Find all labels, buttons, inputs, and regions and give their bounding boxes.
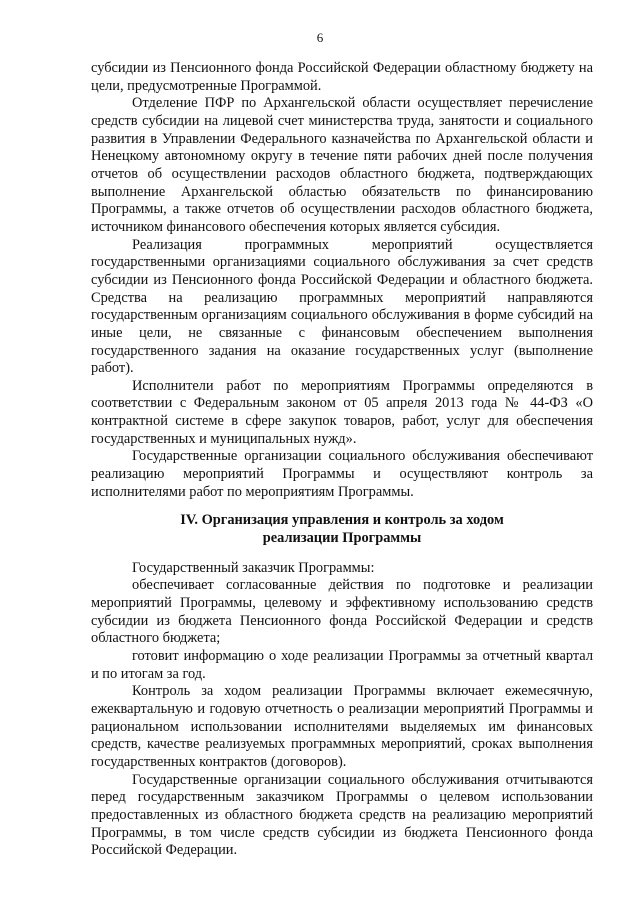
section-heading-line-1: IV. Организация управления и контроль за ходом [180, 512, 504, 529]
paragraph-customer: Государственный заказчик Программы: [132, 559, 375, 576]
paragraph-pfr-transfer: Отделение ПФР по Архангельской области осуществляет перечисление средств субсидии на лицевой счет министерства труда, занятости и социального развития в Управлении Федерального казначейства по Архангельской области и Ненецкому автономному округу в течение пяти рабочих дней после получения отчетов об осуществлении расходов областного бюджета, подтверждающих выполнение Архангельской областью обязательств по финансированию Программы, а также отчетов об осуществлении расходов областного бюджета, источником финансового обеспечения которых является субсидия. [91, 95, 593, 235]
document-body [91, 60, 593, 860]
paragraph-control-reporting: Контроль за ходом реализации Программы включает ежемесячную, ежеквартальную и годовую отчетность о реализации мероприятий Программы и рациональном использовании исполнителями выделяемых им финансовых средств, качестве реализуемых программных мероприятий, сроках выполнения государственных контрактов (договоров). [91, 683, 593, 770]
section-heading-line-2: реализации Программы [262, 530, 422, 547]
paragraph-customer-duty-1: обеспечивает согласованные действия по подготовке и реализации мероприятий Программы, целевому и эффективному использованию средств субсидии из бюджета Пенсионного фонда Российской Федерации и средств областного бюджета; [91, 577, 593, 647]
paragraph-program-implementation: Реализация программных мероприятий осуществляется государственными организациями социального обслуживания за счет средств субсидии из Пенсионного фонда Российской Федерации и областного бюджета. Средства на реализацию программных мероприятий направляются государственным организациям социального обслуживания в форме субсидий на иные цели, не связанные с финансовым обеспечением выполнения государственного задания на оказание государственных услуг (выполнение работ). [91, 236, 593, 377]
paragraph-customer-duty-2: готовит информацию о ходе реализации Программы за отчетный квартал и по итогам за год. [91, 648, 593, 682]
paragraph-continuation: субсидии из Пенсионного фонда Российской Федерации областному бюджету на цели, предусмотренные Программой. [91, 60, 593, 94]
page-number: 6 [316, 30, 324, 45]
section-heading [91, 512, 593, 547]
paragraph-organizations-reporting: Государственные организации социального обслуживания отчитываются перед государственным заказчиком Программы о целевом использовании предоставленных из областного бюджета средств на реализацию мероприятий Программы, в том числе средств субсидии из бюджета Пенсионного фонда Российской Федерации. [91, 771, 593, 859]
paragraph-organizations-control: Государственные организации социального обслуживания обеспечивают реализацию мероприятий Программы и осуществляют контроль за исполнителями работ по мероприятиям Программы. [91, 448, 593, 500]
paragraph-contractors: Исполнители работ по мероприятиям Программы определяются в соответствии с Федеральным законом от 05 апреля 2013 года № 44-ФЗ «О контрактной системе в сфере закупок товаров, работ, услуг для обеспечения государственных и муниципальных нужд». [91, 377, 593, 447]
